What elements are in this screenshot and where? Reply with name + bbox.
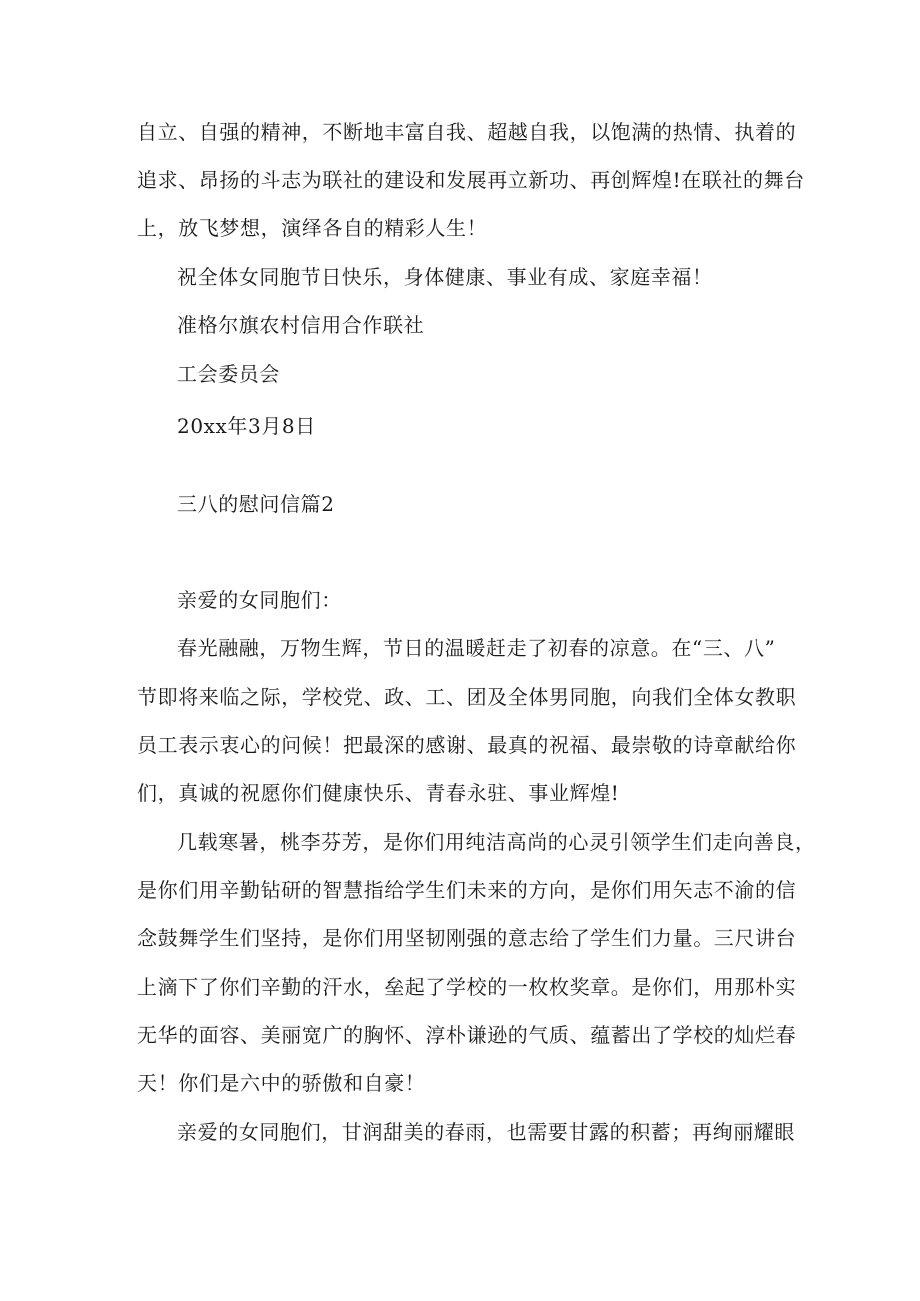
paragraph-line: 是你们用辛勤钻研的智慧指给学生们未来的方向，是你们用矢志不渝的信 bbox=[137, 878, 797, 902]
greeting-line: 祝全体女同胞节日快乐，身体健康、事业有成、家庭幸福！ bbox=[177, 265, 713, 289]
paragraph-line: 亲爱的女同胞们，甘润甜美的春雨，也需要甘露的积蓄；再绚丽耀眼 bbox=[177, 1120, 795, 1144]
signature-committee: 工会委员会 bbox=[177, 362, 280, 386]
paragraph-line: 几载寒暑，桃李芬芳，是你们用纯洁高尚的心灵引领学生们走向善良， bbox=[177, 830, 816, 854]
paragraph-line: 员工表示衷心的问候！把最深的感谢、最真的祝福、最崇敬的诗章献给你 bbox=[137, 733, 797, 757]
signature-organization: 准格尔旗农村信用合作联社 bbox=[177, 313, 425, 337]
salutation: 亲爱的女同胞们： bbox=[177, 588, 342, 612]
signature-date: 20xx年3月8日 bbox=[177, 414, 316, 438]
paragraph-line: 上滴下了你们辛勤的汗水，垒起了学校的一枚枚奖章。是你们，用那朴实 bbox=[137, 975, 797, 999]
paragraph-line: 追求、昂扬的斗志为联社的建设和发展再立新功、再创辉煌!在联社的舞台 bbox=[137, 168, 805, 192]
paragraph-line: 上，放飞梦想，演绎各自的精彩人生！ bbox=[137, 216, 488, 240]
section-heading: 三八的慰问信篇2 bbox=[177, 492, 335, 516]
paragraph-line: 念鼓舞学生们坚持，是你们用坚韧刚强的意志给了学生们力量。三尺讲台 bbox=[137, 926, 797, 950]
paragraph-line: 们，真诚的祝愿你们健康快乐、青春永驻、事业辉煌! bbox=[137, 781, 620, 805]
paragraph-line: 无华的面容、美丽宽广的胸怀、淳朴谦逊的气质、蕴蓄出了学校的灿烂春 bbox=[137, 1023, 797, 1047]
paragraph-line: 节即将来临之际，学校党、政、工、团及全体男同胞，向我们全体女教职 bbox=[137, 685, 797, 709]
paragraph-line: 天！你们是六中的骄傲和自豪！ bbox=[137, 1071, 426, 1095]
paragraph-line: 春光融融，万物生辉，节日的温暖赶走了初春的凉意。在“三、八” bbox=[177, 636, 776, 660]
paragraph-line: 自立、自强的精神，不断地丰富自我、超越自我，以饱满的热情、执着的 bbox=[137, 120, 797, 144]
